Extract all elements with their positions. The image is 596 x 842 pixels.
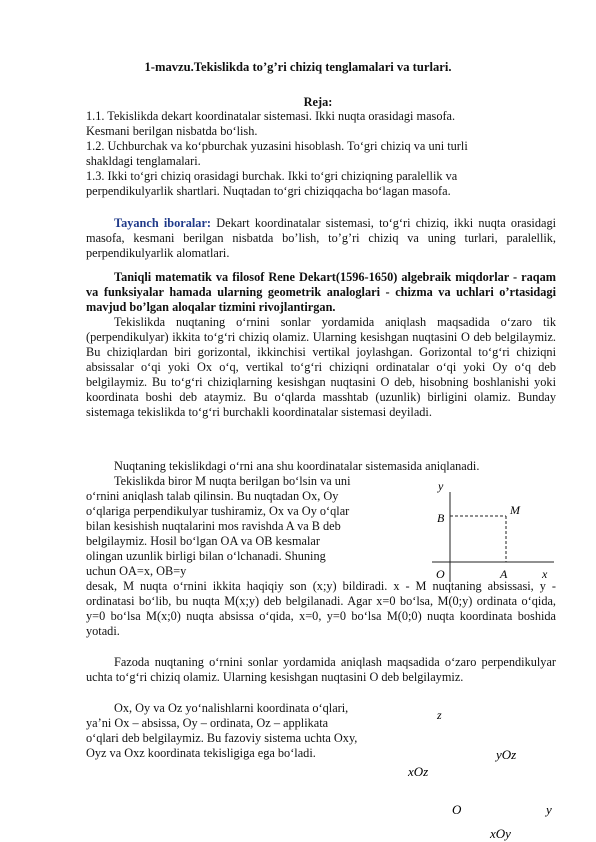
keywords-text: Dekart koordinatalar sistemasi, to‘g‘ri chiziq, ikki nuqta orasidagi masofa, kesmani berilgan nisbatda bo’lish, to’g’ri chiziq va uning turlari, paralellik, perpendikulyarlik alomatlari.	[86, 216, 557, 260]
keywords-paragraph	[86, 216, 556, 261]
text-line: o‘qlariga perpendikulyar tushiramiz, Ox va Oy o‘qlar	[86, 504, 350, 518]
figure-2d-coordinates	[392, 478, 562, 588]
text-line: ya’ni Ox – absissa, Oy – ordinata, Oz – applikata	[86, 716, 329, 730]
page-title: 1-mavzu.Tekislikda to’g’ri chiziq tenglamalari va turlari.	[144, 60, 452, 74]
label-origin: O	[436, 567, 445, 581]
plan-line: Kesmani berilgan nisbatda bo‘lish.	[86, 124, 258, 138]
label-origin-3d: O	[452, 802, 462, 817]
plan-line: 1.2. Uchburchak va ko‘pburchak yuzasini hisoblash. To‘gri chiziq va uni turli	[86, 139, 468, 153]
paragraph-space: Fazoda nuqtaning o‘rnini sonlar yordamida aniqlash maqsadida o‘zaro perpendikulyar uchta to‘g‘ri chiziq olamiz. Ularning kesishgan nuqtasini O deb belgilaymiz.	[86, 655, 556, 684]
plan-line: perpendikulyarlik shartlari. Nuqtadan to‘gri chiziqqacha bo‘lagan masofa.	[86, 184, 451, 198]
paragraph-space-axes	[86, 701, 386, 761]
text-line: Ox, Oy va Oz yo‘nalishlarni koordinata o‘qlari,	[114, 701, 349, 715]
text-line: uchun OA=x, OB=y	[86, 564, 187, 578]
text-line: olingan uzunlik birligi bilan o‘lchanadi. Shuning	[86, 549, 326, 563]
label-m: M	[510, 503, 520, 517]
keywords-label: Tayanch iboralar:	[114, 216, 212, 230]
plan-list	[86, 109, 556, 199]
plan-heading: Reja:	[303, 95, 333, 109]
paragraph-position: Nuqtaning tekislikdagi o‘rni ana shu koordinatalar sistemasida aniqlanadi.	[114, 459, 480, 473]
text-line: Tekislikda biror M nuqta berilgan bo‘lsin va uni	[114, 474, 351, 488]
label-y-3d: y	[546, 802, 552, 817]
text-line: bilan kesishish nuqtalarini mos ravishda A va B deb	[86, 519, 341, 533]
text-line: Oyz va Oxz koordinata tekisligiga ega bo‘ladi.	[86, 746, 316, 760]
paragraph-point-m	[86, 474, 386, 579]
dekart-paragraph: Taniqli matematik va filosof Rene Dekart(1596-1650) algebraik miqdorlar - raqam va funksiyalar hamada ularning geometrik analoglari - chizma va uchlari o’rtasidagi mavjud bo’lgan aloqalar tizmini rivojlantirgan.	[86, 270, 556, 314]
paragraph-point-m-continued: desak, M nuqta o‘rnini ikkita haqiqiy son (x;y) bildiradi. x - M nuqtaning absissasi, y - ordinatasi bo‘lib, bu nuqta M(x;y) deb belgilanadi. Agar x=0 bo‘lsa, M(0;y) ordinata o‘qida, y=0 bo‘lsa M(x;0) nuqta absissa o‘qida, x=0, y=0 bo‘lsa M(0;0) nuqta koordinata boshida yotadi.	[86, 579, 556, 638]
label-yoz: yOz	[496, 747, 517, 762]
plan-line: shakldagi tenglamalari.	[86, 154, 201, 168]
label-a: A	[500, 567, 508, 581]
text-line: o‘rnini aniqlash talab qilinsin. Bu nuqtadan Ox, Oy	[86, 489, 339, 503]
label-xoy: xOy	[490, 826, 511, 841]
figure-3d-coordinates	[400, 705, 580, 842]
plan-line: 1.1. Tekislikda dekart koordinatalar sistemasi. Ikki nuqta orasidagi masofa.	[86, 109, 456, 123]
paragraph-axes: Tekislikda nuqtaning o‘rnini sonlar yordamida aniqlash maqsadida o‘zaro tik (perpendikulyar) ikkita to‘g‘ri chiziq olamiz. Ularning kesishgan nuqtasini O deb belgilaymiz. Bu chiziqlardan biri gorizontal, ikkinchisi vertikal joylashgan. Gorizontal to‘g‘ri chiziqni absissalar o‘qi yoki Ox o‘q, vertikal to‘g‘ri chiziqni ordinatalar o‘qi yoki Oy o‘q deb belgilaymiz. Bu to‘g‘ri chiziqlarning kesishgan nuqtasini O deb, hisobning boshlanishi yoki koordinata boshi deb ataymiz. Bu o‘qlarda masshtab (uzunlik) birligini olamiz. Bunday sistemaga tekislikda to‘g‘ri burchakli koordinatalar sistemasi deyiladi.	[86, 315, 556, 419]
text-line: belgilaymiz. Hosil bo‘lgan OA va OB kesmalar	[86, 534, 320, 548]
label-b: B	[437, 511, 445, 525]
plan-line: 1.3. Ikki to‘gri chiziq orasidagi burchak. Ikki to‘gri chiziqning paralellik va	[86, 169, 458, 183]
label-y: y	[438, 479, 444, 493]
label-xoz: xOz	[408, 764, 429, 779]
text-line: o‘qlari deb belgilaymiz. Bu fazoviy sistema uchta Oxy,	[86, 731, 358, 745]
label-x: x	[542, 567, 548, 581]
label-z: z	[437, 708, 442, 722]
